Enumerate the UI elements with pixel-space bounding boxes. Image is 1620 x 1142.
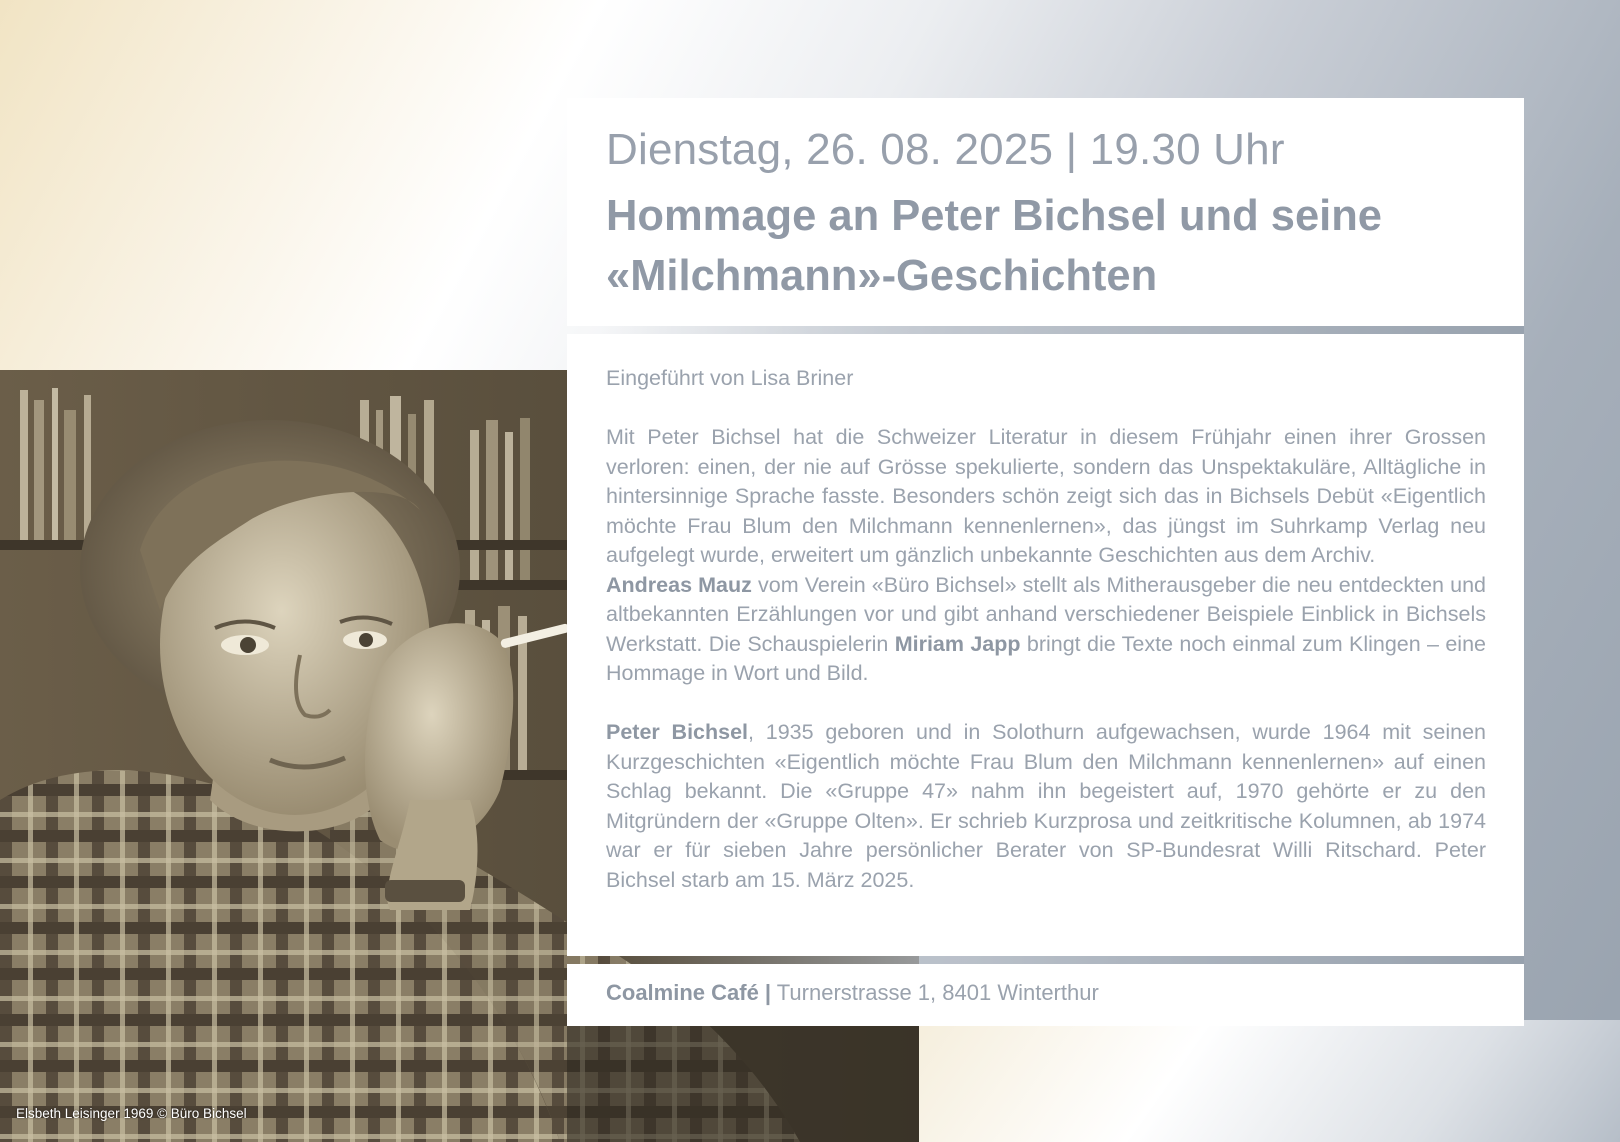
name-peter-bichsel: Peter Bichsel — [606, 720, 749, 744]
name-miriam-japp: Miriam Japp — [894, 631, 1021, 656]
photo-credit: Elsbeth Leisinger 1969 © Büro Bichsel — [16, 1106, 247, 1121]
event-title: Hommage an Peter Bichsel und seine «Milchmann»-Geschichten — [606, 192, 1382, 300]
event-description — [606, 364, 1486, 895]
paragraph-performers: Andreas Mauz vom Verein «Büro Bichsel» stellt als Mitherausgeber die neu entdeckten und altbekannten Erzählungen vor und gibt anhand verschiedener Beispiele Einblick in Bichsels Werkstatt. Die Schauspielerin Miriam Japp bringt die Texte noch einmal zum Klingen – eine Hommage in Wort und Bild. — [606, 572, 1486, 685]
intro-line: Eingeführt von Lisa Briner — [606, 366, 854, 390]
panel-divider — [600, 326, 1524, 334]
event-date-time: Dienstag, 26. 08. 2025 | 19.30 Uhr — [606, 125, 1285, 174]
venue-address: Turnerstrasse 1, 8401 Winterthur — [771, 980, 1099, 1005]
paragraph-biography: Peter Bichsel, 1935 geboren und in Solothurn aufgewachsen, wurde 1964 mit seinen Kurzgeschichten «Eigentlich möchte Frau Blum den Milchmann kennenlernen» auf einen Schlag bekannt. Die «Gruppe 47» nahm ihn begeistert auf, 1970 gehörte er zu den Mitgründern der «Gruppe Olten». Er schrieb Kurzprosa und zeitkritische Kolumnen, ab 1974 war er für sieben Jahre persönlicher Berater von SP-Bundesrat Willi Ritschard. Peter Bichsel starb am 15. März 2025. — [606, 720, 1487, 892]
panel-divider — [600, 956, 1524, 964]
venue-line — [606, 980, 1099, 1006]
venue-name: Coalmine Café | — [606, 980, 772, 1005]
name-andreas-mauz: Andreas Mauz — [606, 572, 752, 597]
paragraph-loss: Mit Peter Bichsel hat die Schweizer Literatur in diesem Frühjahr einen ihrer Grossen verloren: einen, der nie auf Grösse spekulierte, sondern das Unspektakuläre, Alltägliche in hintersinnige Sprache fasste. Besonders schön zeigt sich das in Bichsels Debüt «Eigentlich möchte Frau Blum den Milchmann kennenlernen», das jüngst im Suhrkamp Verlag neu aufgelegt wurde, erweitert um gänzlich unbekannte Geschichten aus dem Archiv. — [606, 425, 1486, 567]
background-glow — [880, 1020, 1620, 1142]
